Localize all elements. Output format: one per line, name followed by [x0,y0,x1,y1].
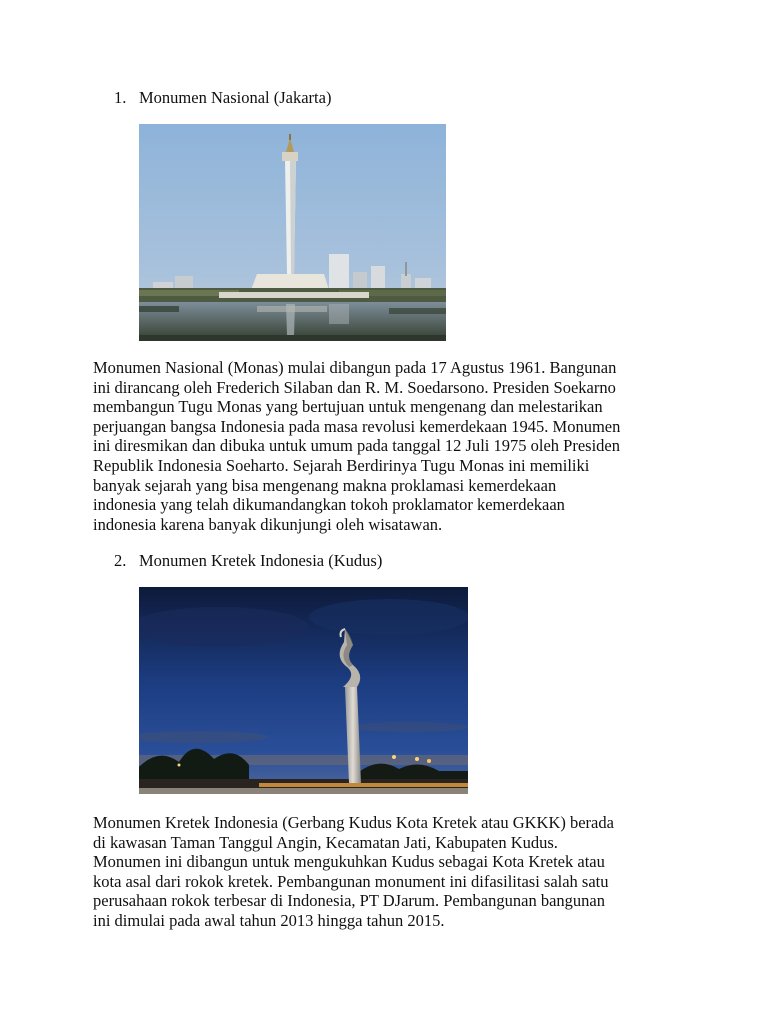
section-1-paragraph [93,358,693,534]
paragraph-line: perusahaan rokok terbesar di Indonesia, PT DJarum. Pembangunan bangunan [93,891,605,911]
paragraph-line: Monumen Nasional (Monas) mulai dibangun pada 17 Agustus 1961. Bangunan [93,358,617,377]
paragraph-line: indonesia yang telah dikumandangkan tokoh proklamator kemerdekaan [93,495,565,515]
section-1-title: Monumen Nasional (Jakarta) [139,88,332,107]
paragraph-line: ini dirancang oleh Frederich Silaban dan R. M. Soedarsono. Presiden Soekarno [93,377,616,397]
section-2-number: 2. [114,551,127,570]
paragraph-line: indonesia karena banyak dikunjungi oleh wisatawan. [93,514,443,534]
section-1-heading [114,88,331,108]
monas-photo [139,124,446,341]
section-2-title: Monumen Kretek Indonesia (Kudus) [139,551,383,570]
section-2-heading [114,551,382,571]
kretek-photo [139,587,468,794]
paragraph-line: kota asal dari rokok kretek. Pembangunan monument ini difasilitasi salah satu [93,871,609,891]
paragraph-line: Republik Indonesia Soeharto. Sejarah Berdirinya Tugu Monas ini memiliki [93,455,590,475]
paragraph-line: ini diresmikan dan dibuka untuk umum pada tanggal 12 Juli 1975 oleh Presiden [93,436,621,456]
section-1-number: 1. [114,88,127,107]
paragraph-line: di kawasan Taman Tanggul Angin, Kecamatan Jati, Kabupaten Kudus. [93,832,558,852]
paragraph-line: ini dimulai pada awal tahun 2013 hingga tahun 2015. [93,910,445,930]
paragraph-line: Monumen ini dibangun untuk mengukuhkan Kudus sebagai Kota Kretek atau [93,852,605,872]
paragraph-line: perjuangan bangsa Indonesia pada masa revolusi kemerdekaan 1945. Monumen [93,416,621,436]
paragraph-line: banyak sejarah yang bisa mengenang makna proklamasi kemerdekaan [93,475,557,495]
paragraph-line: membangun Tugu Monas yang bertujuan untuk mengenang dan melestarikan [93,397,603,417]
paragraph-line: Monumen Kretek Indonesia (Gerbang Kudus Kota Kretek atau GKKK) berada [93,813,614,832]
section-2-paragraph [93,813,693,931]
